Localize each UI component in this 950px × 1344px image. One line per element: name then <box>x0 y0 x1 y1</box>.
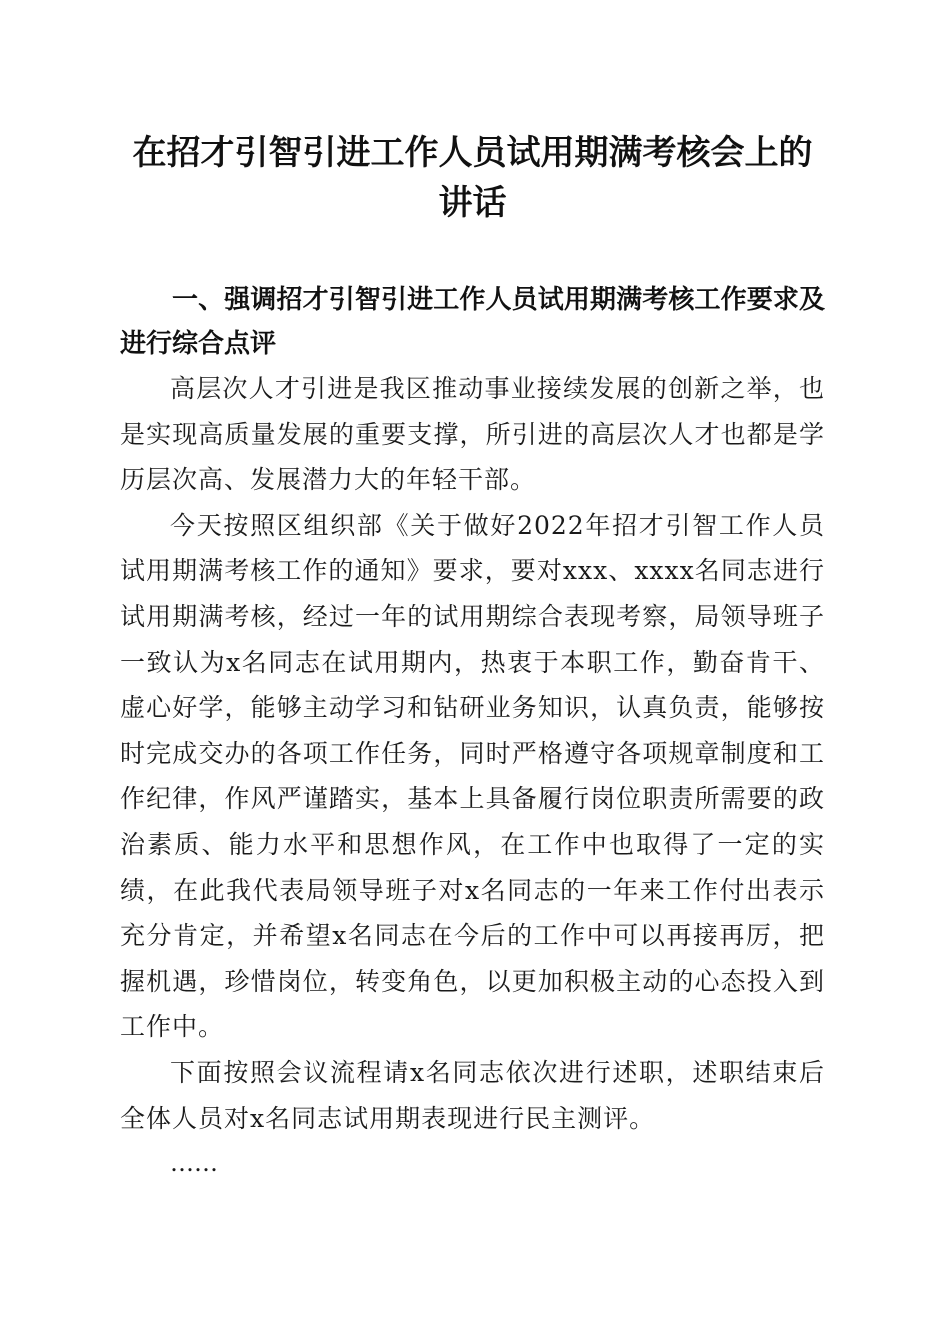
document-title <box>120 128 825 228</box>
paragraph-2: 今天按照区组织部《关于做好2022年招才引智工作人员试用期满考核工作的通知》要求，要对xxx、xxxx名同志进行试用期满考核，经过一年的试用期综合表现考察，局领导班子一致认为x名同志在试用期内，热衷于本职工作，勤奋肯干、虚心好学，能够主动学习和钻研业务知识，认真负责，能够按时完成交办的各项工作任务，同时严格遵守各项规章制度和工作纪律，作风严谨踏实，基本上具备履行岗位职责所需要的政治素质、能力水平和思想作风，在工作中也取得了一定的实绩，在此我代表局领导班子对x名同志的一年来工作付出表示充分肯定，并希望x名同志在今后的工作中可以再接再厉，把握机遇，珍惜岗位，转变角色，以更加积极主动的心态投入到工作中。 <box>120 510 825 1042</box>
document-title-line-2: 讲话 <box>438 183 507 223</box>
paragraph-1: 高层次人才引进是我区推动事业接续发展的创新之举，也是实现高质量发展的重要支撑，所引进的高层次人才也都是学历层次高、发展潜力大的年轻干部。 <box>120 374 825 495</box>
ellipsis-text: …… <box>170 1149 218 1178</box>
document-body <box>120 128 825 1185</box>
document-title-line-1: 在招才引智引进工作人员试用期满考核会上的 <box>132 133 813 173</box>
paragraph-3: 下面按照会议流程请x名同志依次进行述职，述职结束后全体人员对x名同志试用期表现进行民主测评。 <box>120 1057 825 1133</box>
section-heading-1: 一、强调招才引智引进工作人员试用期满考核工作要求及进行综合点评 <box>120 285 825 359</box>
